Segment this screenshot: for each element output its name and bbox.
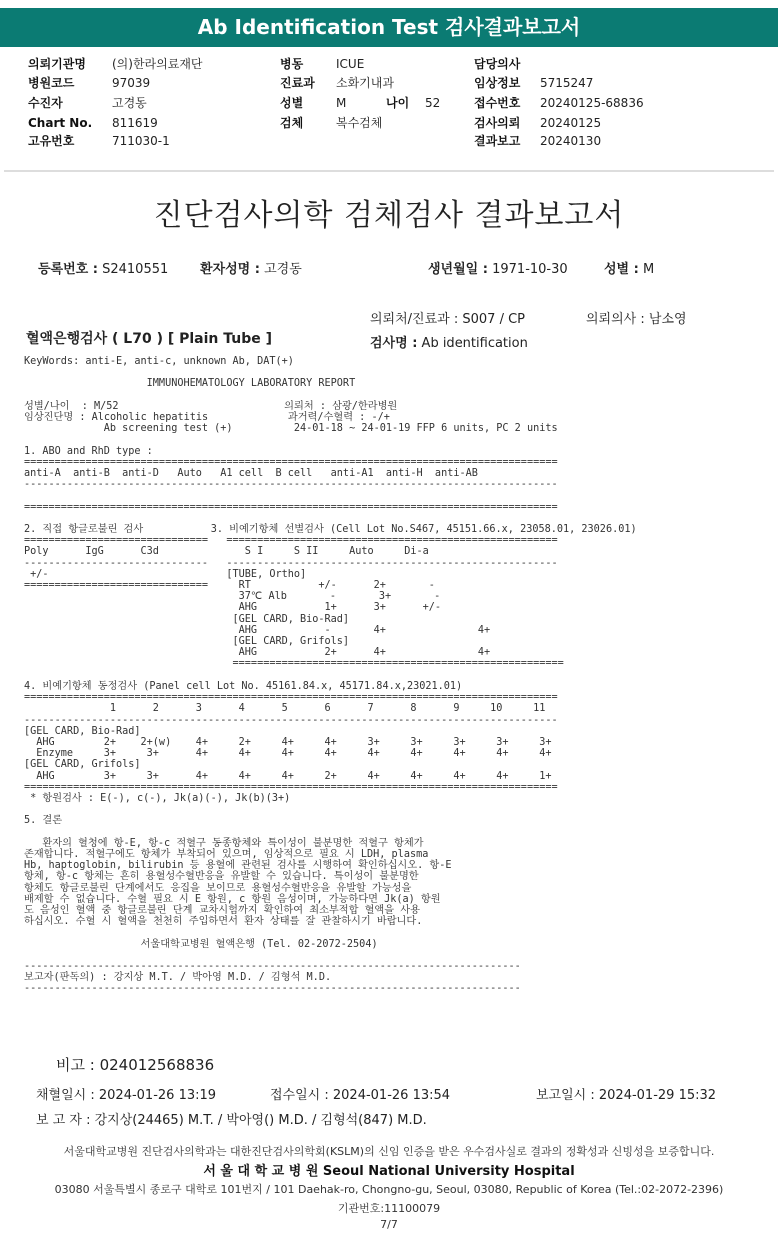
reporter-field — [36, 1109, 427, 1128]
reporter-label: 보 고 자 : — [36, 1113, 91, 1128]
section-title: 혈액은행검사 ( L70 ) [ Plain Tube ] — [26, 331, 273, 347]
report-body-line: ============================== ====================================================== — [24, 535, 558, 547]
report-body-line: 서울대학교병원 혈액은행 (Tel. 02-2072-2504) — [24, 938, 378, 950]
report-body-line: 4. 비예기항체 동정검사 (Panel cell Lot No. 45161.84.x, 45171.84.x,23021.01) — [24, 680, 463, 692]
report-body-line: AHG 2+ 4+ 4+ — [24, 647, 491, 659]
report-body-line: --------------------------------------------------------------------------------------- — [24, 714, 558, 726]
chart-no-label: Chart No. — [28, 116, 93, 130]
institution-number: 기관번호:11100079 — [337, 1202, 441, 1215]
receipt-no-label: 접수번호 — [474, 96, 521, 110]
clinical-info-value: 5715247 — [540, 76, 594, 90]
report-body-line: 5. 결론 — [24, 815, 63, 827]
report-body-line: AHG 2+ 2+(w) 4+ 2+ 4+ 4+ 3+ 3+ 3+ 3+ 3+ — [24, 736, 552, 748]
reporter-value: 강지상(24465) M.T. / 박아영() M.D. / 김형석(847) M.D. — [94, 1113, 427, 1128]
remark-label: 비고 : — [56, 1056, 95, 1074]
ward-label: 병동 — [280, 57, 304, 71]
report-banner-title: Ab Identification Test 검사결과보고서 — [0, 8, 778, 47]
report-body-line: +/- [TUBE, Ortho] — [24, 568, 307, 580]
unique-id-label: 고유번호 — [28, 134, 75, 148]
report-body-line: ======================================================================================= — [24, 692, 558, 704]
dept-field — [370, 308, 525, 327]
department-label: 진료과 — [280, 76, 315, 90]
dob-value: 1971-10-30 — [492, 262, 568, 277]
age-label: 나이 — [386, 96, 410, 110]
age-value: 52 — [425, 96, 441, 110]
registration-label: 등록번호 : — [38, 262, 98, 277]
report-body-line: [GEL CARD, Bio-Rad] — [24, 725, 141, 737]
hospital-label: 의뢰기관명 — [28, 57, 86, 71]
sex-value: M — [336, 96, 347, 110]
dob-label: 생년월일 : — [428, 262, 488, 277]
patient-name-label: 환자성명 : — [200, 262, 260, 277]
receipt-time-value: 2024-01-26 13:54 — [332, 1088, 451, 1103]
report-sheet — [4, 170, 774, 1244]
exam-name-label: 검사명 : — [370, 336, 418, 351]
report-body-text — [24, 356, 637, 995]
collection-time-field — [36, 1084, 216, 1103]
report-body-line: Hb, haptoglobin, bilirubin 등 용혈에 관련된 검사를 시행하여 확인하십시오. 항-E — [24, 860, 452, 872]
report-body-line: ------------------------------ ------------------------------------------------------ — [24, 557, 558, 569]
report-body-line: --------------------------------------------------------------------------------- — [24, 960, 521, 972]
certification-statement: 서울대학교병원 진단검사의학과는 대한진단검사의학회(KSLM)의 신임 인증을 받은 우수검사실로 결과의 정확성과 신빙성을 보증합니다. — [63, 1145, 715, 1158]
dept-value: S007 / CP — [462, 312, 526, 327]
remark-value: 024012568836 — [99, 1056, 215, 1074]
patient-name-field — [200, 258, 302, 277]
report-body-line: 배제할 수 없습니다. 수혈 필요 시 E 항원, c 항원 음성이며, 가능하다면 Jk(a) 항원 — [24, 893, 441, 905]
report-body-line: * 항원검사 : E(-), c(-), Jk(a)(-), Jk(b)(3+) — [24, 792, 291, 804]
page-number: 7/7 — [380, 1218, 398, 1231]
referring-doctor-field — [586, 308, 687, 327]
dob-field — [428, 258, 568, 277]
report-body-line: anti-A anti-B anti-D Auto A1 cell B cell anti-A1 anti-H anti-AB — [24, 468, 478, 480]
exam-name-value: Ab identification — [421, 336, 528, 351]
report-sex-value: M — [642, 262, 655, 277]
report-time-value: 2024-01-29 15:32 — [598, 1088, 717, 1103]
receipt-time-label: 접수일시 : — [270, 1088, 329, 1103]
report-body-line: 하십시오. 수혈 시 혈액을 천천히 주입하면서 환자 상태를 잘 관찰하시기 바랍니다. — [24, 916, 423, 928]
report-time-field — [536, 1084, 716, 1103]
report-body-line: --------------------------------------------------------------------------------------- — [24, 479, 558, 491]
report-body-line: 항체, 항-c 항체는 흔히 용혈성수혈반응을 유발할 수 있습니다. 특이성이 불분명한 — [24, 871, 419, 883]
result-date-value: 20240130 — [540, 134, 602, 148]
report-body-line: ====================================================== — [24, 658, 564, 670]
patient-name-value: 고경동 — [264, 262, 302, 277]
clinical-info-label: 임상정보 — [474, 76, 521, 90]
report-title: 진단검사의학 검체검사 결과보고서 — [153, 198, 625, 233]
report-body-line: ======================================================================================= — [24, 456, 558, 468]
ward-value: ICUE — [336, 57, 365, 71]
department-value: 소화기내과 — [336, 76, 394, 90]
collection-time-value: 2024-01-26 13:19 — [98, 1088, 217, 1103]
report-body-line: KeyWords: anti-E, anti-c, unknown Ab, DAT(+) — [24, 356, 294, 367]
report-body-line: 보고자(판독의) : 강지상 M.T. / 박아영 M.D. / 김형석 M.D. — [24, 972, 332, 984]
report-body-line: ======================================================================================= — [24, 781, 558, 793]
report-body-line: AHG 1+ 3+ +/- — [24, 602, 442, 614]
report-body-line: 항체도 항글로불린 단계에서도 응집을 보이므로 용혈성수혈반응을 유발할 가능성을 — [24, 882, 412, 894]
receipt-time-field — [270, 1084, 450, 1103]
report-body-line: [GEL CARD, Grifols] — [24, 636, 350, 648]
report-body-line: Enzyme 3+ 3+ 4+ 4+ 4+ 4+ 4+ 4+ 4+ 4+ 4+ — [24, 748, 552, 760]
unique-id-value: 711030-1 — [112, 134, 170, 148]
hospital-name: 서 울 대 학 교 병 원 Seoul National University Hospital — [203, 1164, 575, 1179]
report-body-line: 성별/나이 : M/52 의뢰처 : 삼광/한라병원 — [24, 400, 398, 412]
remark-field — [56, 1054, 214, 1075]
hospital-value: (의)한라의료재단 — [112, 57, 203, 71]
report-body-line: 존재합니다. 적혈구에도 항체가 부착되어 있으며, 임상적으로 필요 시 LDH, plasma — [24, 848, 429, 860]
report-body-line: AHG 3+ 3+ 4+ 4+ 4+ 2+ 4+ 4+ 4+ 4+ 1+ — [24, 770, 552, 782]
report-body-line: Poly IgG C3d S I S II Auto Di-a — [24, 546, 429, 558]
report-body-line: AHG - 4+ 4+ — [24, 624, 491, 636]
report-body-line: ============================== RT +/- 2+ - — [24, 580, 435, 592]
report-body-line: 1 2 3 4 5 6 7 8 9 10 11 — [24, 703, 546, 715]
hospital-address: 03080 서울특별시 종로구 대학로 101번지 / 101 Daehak-ro, Chongno-gu, Seoul, 03080, Republic of Korea (Tel.:02-2072-2396) — [54, 1183, 724, 1196]
sex-label: 성별 — [280, 96, 304, 110]
dept-label: 의뢰처/진료과 : — [370, 312, 459, 327]
referring-doctor-value: 남소영 — [648, 312, 687, 327]
report-body-line: --------------------------------------------------------------------------------- — [24, 983, 521, 995]
receipt-no-value: 20240125-68836 — [540, 96, 644, 110]
result-date-label: 결과보고 — [474, 134, 521, 148]
collection-time-label: 채혈일시 : — [36, 1088, 95, 1103]
report-time-label: 보고일시 : — [536, 1088, 595, 1103]
report-body-line: 2. 직접 항글로불린 검사 3. 비예기항체 선별검사 (Cell Lot No.S467, 45151.66.x, 23058.01, 23026.01) — [24, 524, 637, 536]
report-body-line: Ab screening test (+) 24-01-18 ~ 24-01-19 FFP 6 units, PC 2 units — [24, 423, 558, 435]
hospital-code-label: 병원코드 — [28, 76, 75, 90]
registration-field — [38, 258, 168, 277]
chart-no-value: 811619 — [112, 116, 158, 130]
report-body-line: ======================================================================================= — [24, 501, 558, 513]
report-body-line: IMMUNOHEMATOLOGY LABORATORY REPORT — [24, 378, 356, 390]
report-sex-label: 성별 : — [604, 262, 639, 277]
patient-label: 수진자 — [28, 96, 63, 110]
report-sex-field — [604, 258, 654, 277]
registration-value: S2410551 — [102, 262, 169, 277]
report-body-line: 환자의 혈청에 항-E, 항-c 적혈구 동종항체와 특이성이 불분명한 적혈구 항체가 — [24, 837, 424, 849]
report-body-line: 37℃ Alb - 3+ - — [24, 591, 441, 603]
specimen-value: 복수검체 — [336, 116, 383, 130]
report-body-line: [GEL CARD, Bio-Rad] — [24, 613, 350, 625]
exam-name-field — [370, 332, 528, 351]
referring-doctor-label: 의뢰의사 : — [586, 312, 645, 327]
request-date-label: 검사의뢰 — [474, 116, 521, 130]
report-body-line: [GEL CARD, Grifols] — [24, 759, 141, 771]
report-body-line: 1. ABO and RhD type : — [24, 445, 153, 457]
attending-doctor-label: 담당의사 — [474, 57, 521, 71]
specimen-label: 검체 — [280, 116, 304, 130]
report-body-line: 도 음성인 혈액 중 항글로불린 단계 교차시험까지 확인하여 최소부적합 혈액을 사용 — [24, 904, 420, 916]
patient-value: 고경동 — [112, 96, 147, 110]
report-body-line: 임상진단명 : Alcoholic hepatitis 과거력/수혈력 : -/+ — [24, 412, 390, 424]
request-date-value: 20240125 — [540, 116, 602, 130]
hospital-code-value: 97039 — [112, 76, 151, 90]
